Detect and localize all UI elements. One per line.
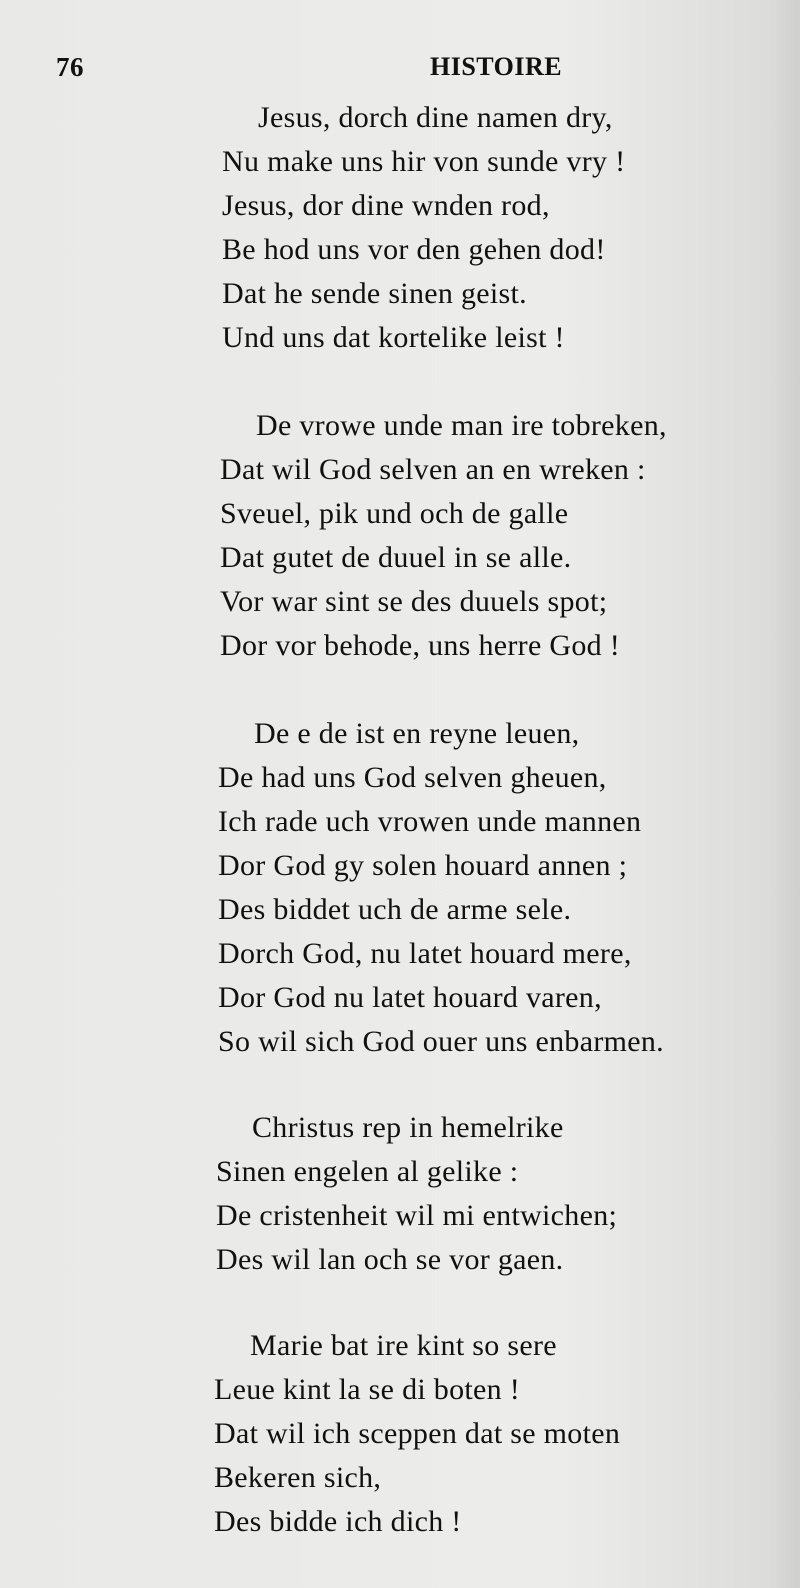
verse-line: So wil sich God ouer uns enbarmen. [218,1025,664,1058]
verse-line: Dat wil ich sceppen dat se moten [214,1417,621,1450]
verse-line: Bekeren sich, [214,1461,382,1494]
running-title: HISTOIRE [430,52,563,81]
verse-line: Und uns dat kortelike leist ! [222,321,565,354]
verse-line: De cristenheit wil mi entwichen; [216,1199,618,1232]
verse-line: Christus rep in hemelrike [252,1111,564,1144]
verse-line: Dor vor behode, uns herre God ! [220,629,621,662]
verse-line: Des wil lan och se vor gaen. [216,1243,564,1276]
verse-line: Jesus, dor dine wnden rod, [222,189,550,222]
verse-line: Nu make uns hir von sunde vry ! [222,145,626,178]
verse-line: De vrowe unde man ire tobreken, [256,409,667,442]
verse-line: Des biddet uch de arme sele. [218,893,572,926]
verse-line: De had uns God selven gheuen, [218,761,607,794]
verse-line: Marie bat ire kint so sere [250,1329,557,1362]
verse-line: Dat wil God selven an en wreken : [220,453,646,486]
verse-line: Vor war sint se des duuels spot; [220,585,608,618]
verse-line: Des bidde ich dich ! [214,1505,462,1538]
page-number: 76 [56,52,84,82]
verse-line: Jesus, dorch dine namen dry, [258,101,613,134]
verse-line: Dor God gy solen houard annen ; [218,849,628,882]
verse-line: Dorch God, nu latet houard mere, [218,937,632,970]
verse-line: De e de ist en reyne leuen, [254,717,580,750]
verse-line: Sveuel, pik und och de galle [220,497,569,530]
verse-line: Sinen engelen al gelike : [216,1155,519,1188]
verse-line: Dor God nu latet houard varen, [218,981,602,1014]
verse-line: Dat gutet de duuel in se alle. [220,541,572,574]
verse-line: Dat he sende sinen geist. [222,277,527,310]
verse-line: Leue kint la se di boten ! [214,1373,521,1406]
verse-line: Ich rade uch vrowen unde mannen [218,805,642,838]
verse-line: Be hod uns vor den gehen dod! [222,233,606,266]
